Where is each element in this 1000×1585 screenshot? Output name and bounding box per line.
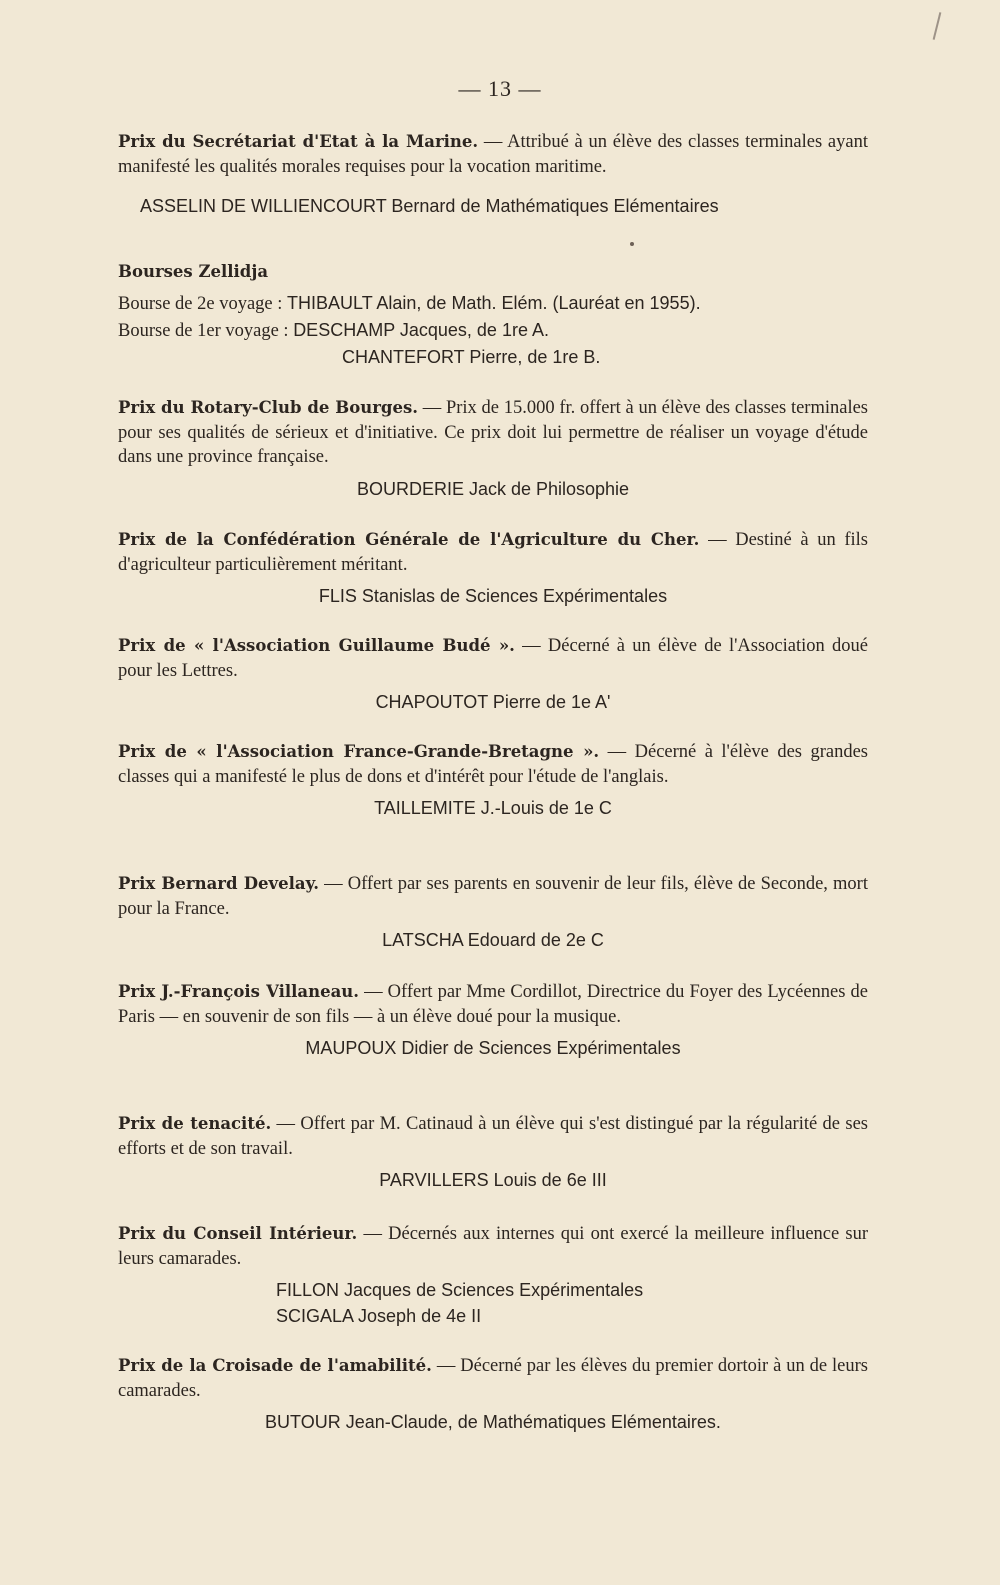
prize-description [118, 980, 868, 1029]
prize-winner: ASSELIN DE WILLIENCOURT Bernard de Mathématiques Elémentaires [140, 196, 719, 216]
prize-title: Prix de la Confédération Générale de l'Agriculture du Cher. [118, 530, 700, 549]
prize-winner: MAUPOUX Didier de Sciences Expérimentales [305, 1038, 681, 1058]
prize-title: Prix Bernard Develay. [118, 874, 320, 893]
prize-villaneau [118, 980, 868, 1061]
bourse-recipient: THIBAULT Alain, de Math. Elém. (Lauréat en 1955). [287, 293, 701, 313]
prize-description [118, 1112, 868, 1161]
prize-title: Prix de la Croisade de l'amabilité. [118, 1356, 432, 1375]
prize-title: Prix de « l'Association Guillaume Budé ». [118, 636, 515, 655]
prize-description [118, 1354, 868, 1403]
pencil-mark [933, 12, 942, 40]
section-heading: Bourses Zellidja [118, 262, 269, 281]
prize-text: — Attribué à un élève des classes terminales ayant manifesté les qualités morales requises pour la vocation maritime. [118, 132, 868, 177]
prize-bernard-develay [118, 872, 868, 953]
bourse-line-1 [118, 290, 868, 317]
prize-text: — Offert par ses parents en souvenir de leur fils, élève de Seconde, mort pour la France. [118, 874, 868, 919]
prize-title: Prix du Rotary-Club de Bourges. [118, 398, 418, 417]
prize-title: Prix de tenacité. [118, 1114, 272, 1133]
prize-winner: FILLON Jacques de Sciences Expérimentales [276, 1280, 644, 1300]
prize-secretariat-marine [118, 130, 868, 219]
bourse-recipient: DESCHAMP Jacques, de 1re A. [293, 320, 549, 340]
bourse-label: Bourse de 1er voyage : [118, 321, 289, 341]
prize-text: — Offert par M. Catinaud à un élève qui s'est distingué par la régularité de ses efforts et de son travail. [118, 1114, 868, 1159]
prize-winner: BOURDERIE Jack de Philosophie [356, 478, 630, 499]
prize-text: — Prix de 15.000 fr. offert à un élève des classes terminales pour ses qualités de sérieux et d'initiative. Ce prix doit lui permettre de réaliser un voyage d'étude dans une province française. [118, 398, 868, 467]
prize-winner: PARVILLERS Louis de 6e III [379, 1170, 607, 1190]
prize-description [118, 130, 868, 179]
bourses-zellidja [118, 260, 868, 371]
prize-croisade-amabilite [118, 1354, 868, 1435]
prize-winner: SCIGALA Joseph de 4e II [276, 1306, 482, 1326]
prize-conseil-interieur [118, 1222, 868, 1329]
prize-tenacite [118, 1112, 868, 1193]
prize-winner: TAILLEMITE J.-Louis de 1e C [374, 798, 612, 818]
prize-text: — Décerné à un élève de l'Association doué pour les Lettres. [118, 636, 868, 681]
prize-title: Prix de « l'Association France-Grande-Bretagne ». [118, 742, 600, 761]
prize-title: Prix du Conseil Intérieur. [118, 1224, 358, 1243]
prize-agriculture-cher [118, 528, 868, 609]
prize-winner: BUTOUR Jean-Claude, de Mathématiques Elémentaires. [265, 1412, 721, 1432]
prize-winner: LATSCHA Edouard de 2e C [382, 930, 604, 950]
prize-title: Prix J.-François Villaneau. [118, 982, 360, 1001]
prize-guillaume-bude [118, 634, 868, 715]
prize-winner: CHAPOUTOT Pierre de 1e A' [375, 692, 611, 712]
prize-france-grande-bretagne [118, 740, 868, 821]
prize-description [118, 872, 868, 921]
prize-rotary-club [118, 396, 868, 502]
prize-description [118, 396, 868, 470]
ink-dot [630, 242, 634, 246]
prize-description [118, 1222, 868, 1271]
bourse-line-3 [118, 344, 868, 371]
bourse-recipient: CHANTEFORT Pierre, de 1re B. [342, 347, 601, 367]
bourse-label: Bourse de 2e voyage : [118, 294, 283, 314]
page-number: — 13 — [458, 76, 542, 101]
prize-description [118, 528, 868, 577]
prize-description [118, 634, 868, 683]
bourse-line-2 [118, 317, 868, 344]
prize-title: Prix du Secrétariat d'Etat à la Marine. [118, 132, 479, 151]
prize-winner: FLIS Stanislas de Sciences Expérimentales [318, 586, 668, 606]
prize-text: — Offert par Mme Cordillot, Directrice du Foyer des Lycéennes de Paris — en souvenir de son fils — à un élève doué pour la musique. [118, 982, 868, 1027]
prize-text: — Décerné par les élèves du premier dortoir à un de leurs camarades. [118, 1356, 868, 1401]
prize-description [118, 740, 868, 789]
prize-text: — Décerné à l'élève des grandes classes qui a manifesté le plus de dons et d'intérêt pour l'étude de l'anglais. [118, 742, 868, 787]
prize-text: — Destiné à un fils d'agriculteur particulièrement méritant. [118, 530, 868, 575]
prize-text: — Décernés aux internes qui ont exercé la meilleure influence sur leurs camarades. [118, 1224, 868, 1269]
